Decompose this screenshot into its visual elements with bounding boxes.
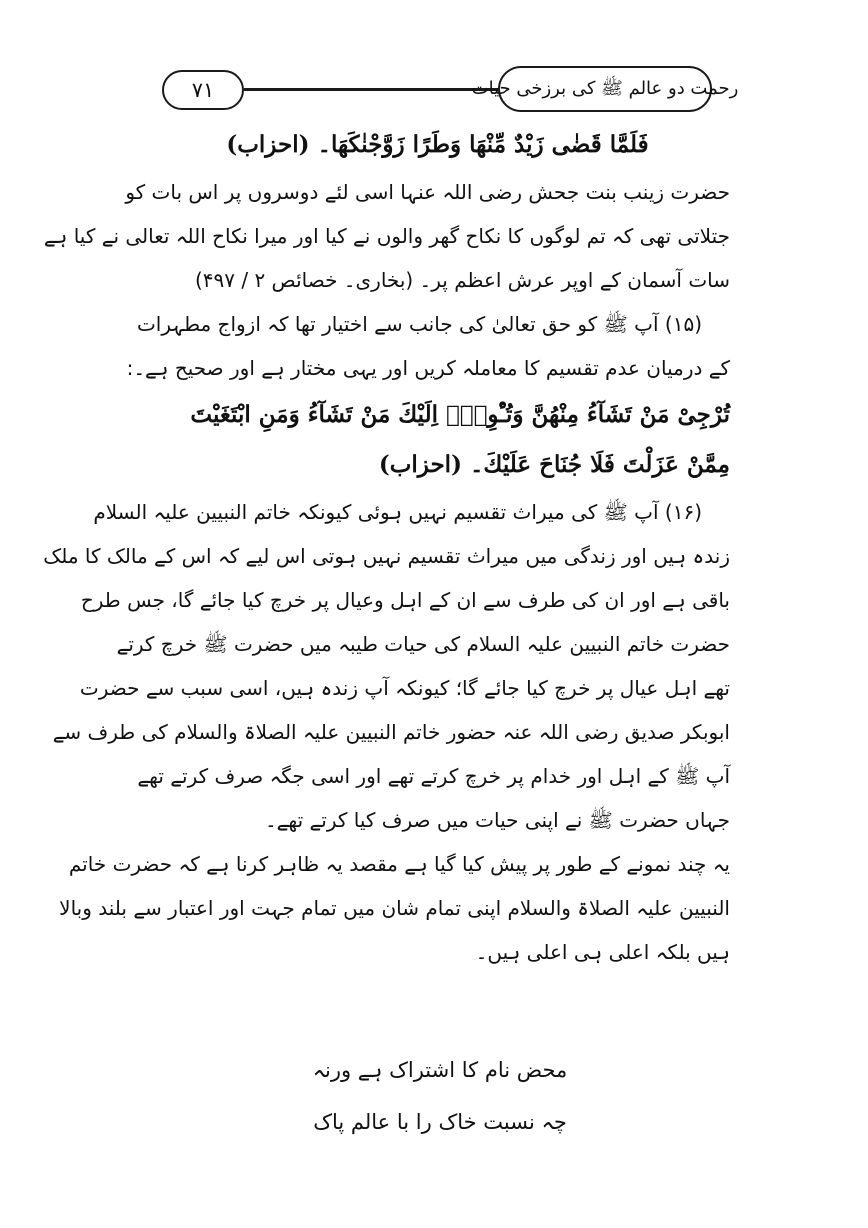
paragraph-1-line-3: سات آسمان کے اوپر عرش اعظم پر۔ (بخاری۔ خصائص ۲ / ۴۹۷) bbox=[194, 268, 730, 292]
paragraph-1-line-2: جتلاتی تھی کہ تم لوگوں کا نکاح گھر والوں نے کیا اور میرا نکاح اللہ تعالی نے کیا ہے bbox=[43, 224, 730, 248]
page-number: ۷۱ bbox=[162, 70, 244, 110]
paragraph-3-line-1: (۱۶) آپ ﷺ کی میراث تقسیم نہیں ہوئی کیونکہ خاتم النبیین علیہ السلام bbox=[93, 500, 702, 524]
paragraph-2-line-2: کے درمیان عدم تقسیم کا معاملہ کریں اور یہی مختار ہے اور صحیح ہے۔: bbox=[126, 356, 730, 380]
paragraph-1-line-1: حضرت زینب بنت جحش رضی اللہ عنہا اسی لئے دوسروں پر اس بات کو bbox=[125, 180, 730, 204]
paragraph-3-line-3: باقی ہے اور ان کی طرف سے ان کے اہل وعیال پر خرچ کیا جائے گا، جس طرح bbox=[80, 588, 730, 612]
paragraph-3-line-8: جہاں حضرت ﷺ نے اپنی حیات میں صرف کیا کرتے تھے۔ bbox=[264, 808, 730, 832]
paragraph-3-line-7: آپ ﷺ کے اہل اور خدام پر خرچ کرتے تھے اور اسی جگہ صرف کرتے تھے bbox=[137, 764, 730, 788]
poetry-couplet bbox=[250, 1044, 630, 1148]
paragraph-3-line-4: حضرت خاتم النبیین علیہ السلام کی حیات طیبہ میں حضرت ﷺ خرچ کرتے bbox=[116, 632, 730, 656]
paragraph-4-line-2: النبیین علیہ الصلاۃ والسلام اپنی تمام شان میں تمام جہت اور اعتبار سے بلند وبالا bbox=[59, 896, 730, 920]
poetry-line-1: محض نام کا اشتراک ہے ورنہ bbox=[312, 1058, 568, 1082]
quran-verse-1: فَلَمَّا قَضٰى زَيْدٌ مِّنْهَا وَطَرًا زَوَّجْنٰكَهَا۔ (احزاب) bbox=[226, 131, 649, 158]
paragraph-4-line-1: یہ چند نمونے کے طور پر پیش کیا گیا ہے مقصد یہ ظاہر کرنا ہے کہ حضرت خاتم bbox=[68, 852, 730, 876]
page-body bbox=[43, 120, 730, 974]
running-header bbox=[0, 0, 868, 130]
paragraph-3-line-5: تھے اہل عیال پر خرچ کیا جائے گا؛ کیونکہ آپ زندہ ہیں، اسی سبب سے حضرت bbox=[79, 676, 730, 700]
header-rule bbox=[244, 88, 500, 91]
quran-verse-2-line-2: مِمَّنْ عَزَلْتَ فَلَا جُنَاحَ عَلَيْكَ۔ (احزاب) bbox=[378, 451, 730, 478]
paragraph-3-line-6: ابوبکر صدیق رضی اللہ عنہ حضور خاتم النبیین علیہ الصلاۃ والسلام کی طرف سے bbox=[52, 720, 730, 744]
book-title: رحمت دو عالم ﷺ کی برزخی حیات bbox=[498, 66, 712, 112]
quran-verse-2-line-1: تُرْجِىْ مَنْ تَشَآءُ مِنْهُنَّ وَتُـْٔوِىْۤ اِلَيْكَ مَنْ تَشَآءُ وَمَنِ ابْتَغَيْتَ bbox=[190, 401, 730, 428]
poetry-line-2: چہ نسبت خاک را با عالم پاک bbox=[313, 1110, 567, 1134]
paragraph-3-line-2: زندہ ہیں اور زندگی میں میراث تقسیم نہیں ہوتی اس لیے کہ اس کے مالک کا ملک bbox=[43, 544, 730, 568]
paragraph-2-line-1: (۱۵) آپ ﷺ کو حق تعالیٰ کی جانب سے اختیار تھا کہ ازواج مطہرات bbox=[136, 312, 702, 336]
paragraph-4-line-3: ہیں بلکہ اعلی ہی اعلی ہیں۔ bbox=[475, 940, 730, 964]
